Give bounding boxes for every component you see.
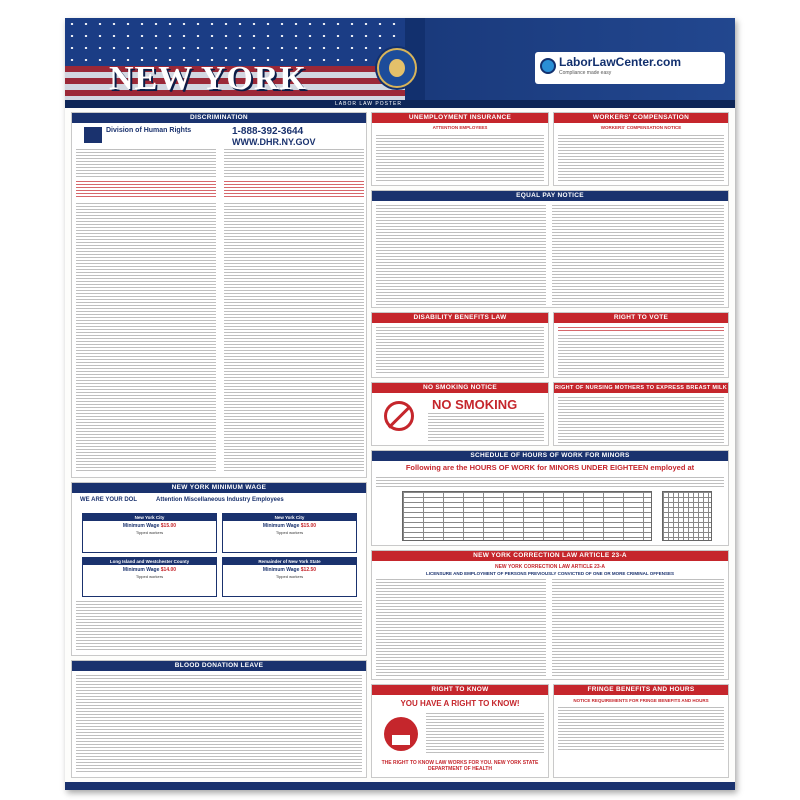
- globe-icon: [540, 58, 556, 74]
- discrimination-text-red-spanish: [224, 181, 364, 199]
- correction-law-text-right: [552, 579, 724, 677]
- wage-rate-label: Minimum Wage: [122, 567, 160, 573]
- minors-schedule-heading: SCHEDULE OF HOURS OF WORK FOR MINORS: [372, 451, 728, 461]
- correction-law-section: [371, 550, 729, 680]
- fringe-benefits-section: [553, 684, 729, 778]
- minors-schedule-instructions: [376, 477, 724, 487]
- right-to-vote-section: [553, 312, 729, 378]
- tipped-workers-label: Tipped workers: [135, 530, 164, 535]
- wage-rate-label: Minimum Wage: [262, 567, 300, 573]
- correction-law-text-left: [376, 579, 546, 677]
- wage-rate-value: $15.00: [160, 523, 177, 529]
- state-title: NEW YORK: [109, 60, 307, 97]
- minimum-wage-text-body: [76, 601, 362, 651]
- disability-section: [371, 312, 549, 378]
- disability-heading: DISABILITY BENEFITS LAW: [372, 313, 548, 323]
- minors-schedule-grid: [402, 491, 652, 541]
- wage-box-nyc-large: [82, 513, 217, 553]
- brand-logo-sub: Compliance made easy: [559, 70, 612, 76]
- discrimination-text-english-intro: [76, 149, 216, 177]
- reader-icon: [384, 717, 418, 751]
- workers-comp-section: [553, 112, 729, 186]
- brand-logo: [535, 52, 725, 84]
- correction-law-subtitle: LICENSURE AND EMPLOYMENT OF PERSONS PREVIOUSLY CONVICTED OF ONE OR MORE CRIMINAL OFFENSES: [425, 571, 675, 576]
- no-smoking-section: [371, 382, 549, 446]
- discrimination-text-spanish-body: [224, 203, 364, 473]
- unemployment-section: [371, 112, 549, 186]
- right-to-vote-heading: RIGHT TO VOTE: [554, 313, 728, 323]
- minors-schedule-section: [371, 450, 729, 546]
- wage-region-name: New York City: [223, 514, 356, 521]
- equal-pay-heading: EQUAL PAY NOTICE: [372, 191, 728, 201]
- correction-law-title: NEW YORK CORRECTION LAW ARTICLE 23-A: [494, 564, 605, 570]
- wage-rate-line: [83, 567, 216, 573]
- correction-law-heading: NEW YORK CORRECTION LAW ARTICLE 23-A: [372, 551, 728, 561]
- blood-donation-text-body: [76, 675, 362, 773]
- discrimination-section: [71, 112, 367, 478]
- unemployment-subheading: ATTENTION EMPLOYEES: [432, 125, 488, 130]
- no-smoking-icon: [384, 401, 414, 431]
- dhr-phone: 1-888-392-3644: [232, 126, 304, 137]
- header-band: [65, 100, 735, 108]
- unemployment-text-body: [376, 135, 544, 183]
- right-to-know-title: YOU HAVE A RIGHT TO KNOW!: [400, 699, 520, 708]
- right-to-know-bottom-text: THE RIGHT TO KNOW LAW WORKS FOR YOU. NEW YORK STATE DEPARTMENT OF HEALTH: [381, 760, 539, 772]
- right-to-know-text-body: [426, 713, 544, 753]
- tipped-workers-label: Tipped workers: [275, 574, 304, 579]
- flag-stars: [65, 18, 405, 66]
- fringe-benefits-heading: FRINGE BENEFITS AND HOURS: [554, 685, 728, 695]
- right-to-vote-text-body: [558, 335, 724, 375]
- workers-comp-heading: WORKERS' COMPENSATION: [554, 113, 728, 123]
- discrimination-heading: DISCRIMINATION: [72, 113, 366, 123]
- right-to-know-section: [371, 684, 549, 778]
- wage-rate-line: [223, 567, 356, 573]
- discrimination-text-spanish-intro: [224, 149, 364, 177]
- minimum-wage-title: Attention Miscellaneous Industry Employees: [156, 497, 284, 503]
- no-smoking-title: NO SMOKING: [432, 397, 518, 412]
- ny-state-logo-icon: [84, 127, 102, 143]
- wage-region-name: Long Island and Westchester County: [83, 558, 216, 565]
- equal-pay-text-left: [376, 205, 546, 305]
- wage-box-long-island: [82, 557, 217, 597]
- wage-box-nyc-small: [222, 513, 357, 553]
- dol-logo: WE ARE YOUR DOL: [80, 497, 138, 503]
- right-to-know-heading: RIGHT TO KNOW: [372, 685, 548, 695]
- poster-footer-band: [65, 782, 735, 790]
- disability-text-body: [376, 327, 544, 375]
- blood-donation-section: [71, 660, 367, 778]
- minors-schedule-days-grid: [662, 491, 712, 541]
- no-smoking-text-body: [428, 413, 544, 443]
- dhr-agency-name: Division of Human Rights: [106, 127, 192, 134]
- wage-box-remainder: [222, 557, 357, 597]
- wage-rate-value: $15.00: [300, 523, 317, 529]
- wage-region-name: Remainder of New York State: [223, 558, 356, 565]
- header-band-label: LABOR LAW POSTER: [335, 101, 402, 107]
- equal-pay-section: [371, 190, 729, 308]
- wage-rate-value: $12.50: [300, 567, 317, 573]
- tipped-workers-label: Tipped workers: [275, 530, 304, 535]
- dhr-website: WWW.DHR.NY.GOV: [232, 137, 316, 147]
- workers-comp-text-body: [558, 135, 724, 183]
- state-seal-icon: [377, 48, 417, 88]
- wage-rate-label: Minimum Wage: [262, 523, 300, 529]
- wage-rate-line: [83, 523, 216, 529]
- labor-law-poster: [65, 18, 735, 790]
- discrimination-text-red-english: [76, 181, 216, 199]
- equal-pay-text-right: [552, 205, 724, 305]
- fringe-benefits-title: NOTICE REQUIREMENTS FOR FRINGE BENEFITS AND HOURS: [573, 698, 709, 703]
- wage-rate-label: Minimum Wage: [122, 523, 160, 529]
- minimum-wage-heading: NEW YORK MINIMUM WAGE: [72, 483, 366, 493]
- fringe-benefits-text-body: [558, 707, 724, 751]
- nursing-section: [553, 382, 729, 446]
- minors-schedule-title: Following are the HOURS OF WORK for MINORS UNDER EIGHTEEN employed at: [405, 463, 695, 472]
- discrimination-text-english-body: [76, 203, 216, 473]
- minimum-wage-section: [71, 482, 367, 656]
- wage-region-name: New York City: [83, 514, 216, 521]
- no-smoking-heading: NO SMOKING NOTICE: [372, 383, 548, 393]
- brand-logo-name: LaborLawCenter.com: [559, 55, 682, 69]
- unemployment-heading: UNEMPLOYMENT INSURANCE: [372, 113, 548, 123]
- blood-donation-heading: BLOOD DONATION LEAVE: [72, 661, 366, 671]
- nursing-heading: RIGHT OF NURSING MOTHERS TO EXPRESS BREAST MILK: [555, 385, 727, 391]
- workers-comp-subheading: WORKERS' COMPENSATION NOTICE: [600, 125, 682, 130]
- nursing-text-body: [558, 397, 724, 443]
- tipped-workers-label: Tipped workers: [135, 574, 164, 579]
- wage-rate-line: [223, 523, 356, 529]
- poster-header: [65, 18, 735, 100]
- wage-rate-value: $14.00: [160, 567, 177, 573]
- right-to-vote-red-text: [558, 327, 724, 333]
